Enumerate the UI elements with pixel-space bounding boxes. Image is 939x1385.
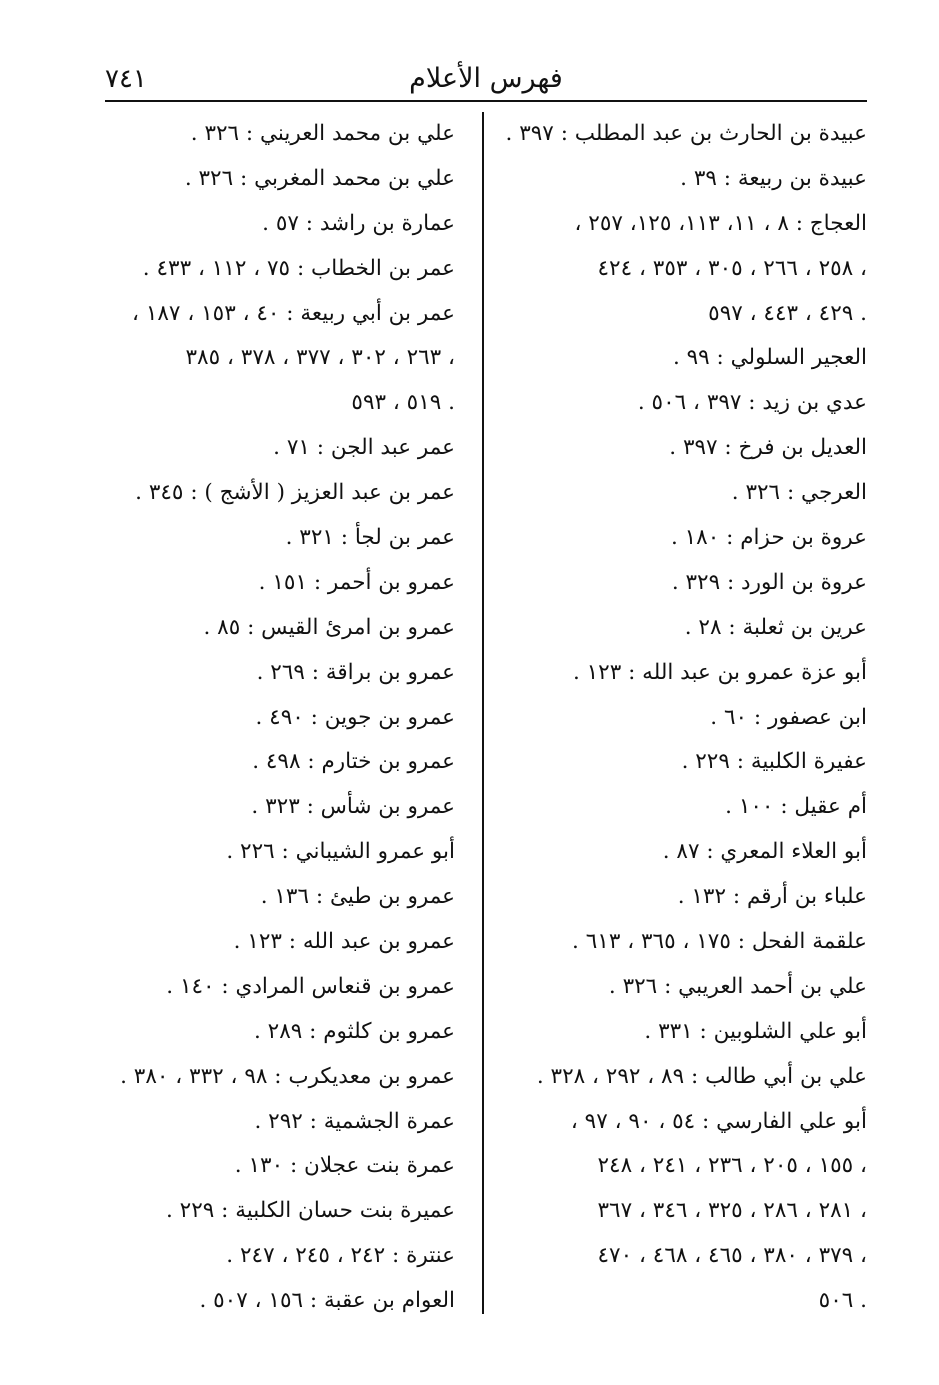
index-entry: العديل بن فرخ : ٣٩٧ . <box>669 435 867 461</box>
index-entry: عدي بن زيد : ٣٩٧ ، ٥٠٦ . <box>637 390 867 416</box>
index-entry: أبو علي الشلوبين : ٣٣١ . <box>644 1018 867 1044</box>
page-header <box>105 58 867 100</box>
index-entry: العجير السلولي : ٩٩ . <box>672 345 867 371</box>
page-title: فهرس الأعلام <box>409 63 563 94</box>
index-entry: أبو عزة عمرو بن عبد الله : ١٢٣ . <box>572 659 867 685</box>
index-entry: ١٥٥ ، ٢٠٥ ، ٢٣٦ ، ٢٤١ ، ٢٤٨ ، <box>597 1153 867 1179</box>
index-entry: ٢٦٣ ، ٣٠٢ ، ٣٧٧ ، ٣٧٨ ، ٣٨٥ ، <box>185 345 455 371</box>
index-entry: عمرة بنت عجلان : ١٣٠ . <box>234 1153 455 1179</box>
index-entry: أبو العلاء المعري : ٨٧ . <box>662 839 867 865</box>
header-rule <box>105 100 867 102</box>
index-entry: العوام بن عقبة : ١٥٦ ، ٥٠٧ . <box>199 1288 455 1314</box>
index-entry: عمرة الجشمية : ٢٩٢ . <box>254 1108 455 1134</box>
index-entry: ٢٨١ ، ٢٨٦ ، ٣٢٥ ، ٣٤٦ ، ٣٦٧ ، <box>597 1198 867 1224</box>
index-entry: عمر عبد الجن : ٧١ . <box>273 435 455 461</box>
index-entry: أبو عمرو الشيباني : ٢٢٦ . <box>226 839 455 865</box>
index-entry: عفيرة الكلبية : ٢٢٩ . <box>681 749 867 775</box>
page-number: ٧٤١ <box>105 64 147 94</box>
index-entry: عمرو بن جوين : ٤٩٠ . <box>255 704 455 730</box>
index-entry: أبو علي الفارسي : ٥٤ ، ٩٠ ، ٩٧ ، <box>570 1108 867 1134</box>
index-entry: عمر بن لجأ : ٣٢١ . <box>285 525 455 551</box>
index-entry: عمر بن الخطاب : ٧٥ ، ١١٢ ، ٤٣٣ . <box>142 255 455 281</box>
index-entry: عمرو بن عبد الله : ١٢٣ . <box>233 929 455 955</box>
index-entry: ٢٥٨ ، ٢٦٦ ، ٣٠٥ ، ٣٥٣ ، ٤٢٤ ، <box>597 255 867 281</box>
index-entry: عمرو بن امرئ القيس : ٨٥ . <box>203 614 455 640</box>
index-entry: عمرو بن براقة : ٢٦٩ . <box>256 659 455 685</box>
index-entry: عمرو بن كلثوم : ٢٨٩ . <box>253 1018 455 1044</box>
index-entry: علي بن أحمد العريبي : ٣٢٦ . <box>608 973 867 999</box>
index-entry: عمرو بن أحمر : ١٥١ . <box>258 569 455 595</box>
index-entry: أم عقيل : ١٠٠ . <box>725 794 867 820</box>
index-entry: عمر بن أبي ربيعة : ٤٠ ، ١٥٣ ، ١٨٧ ، <box>132 300 455 326</box>
index-entry: عنترة : ٢٤٢ ، ٢٤٥ ، ٢٤٧ . <box>226 1243 455 1269</box>
index-entry: عمرو بن قنعاس المرادي : ١٤٠ . <box>166 973 455 999</box>
index-entry: ٥١٩ ، ٥٩٣ . <box>351 390 455 416</box>
index-entry: ٣٧٩ ، ٣٨٠ ، ٤٦٥ ، ٤٦٨ ، ٤٧٠ ، <box>597 1243 867 1269</box>
column-divider <box>482 112 484 1314</box>
index-entry: ابن عصفور : ٦٠ . <box>710 704 867 730</box>
index-column-left <box>105 112 455 1324</box>
index-entry: عميرة بنت حسان الكلبية : ٢٢٩ . <box>165 1198 455 1224</box>
index-entry: علي بن محمد المغربي : ٣٢٦ . <box>184 165 455 191</box>
index-entry: ٥٠٦ . <box>818 1288 867 1314</box>
index-entry: علباء بن أرقم : ١٣٢ . <box>677 884 867 910</box>
index-entry: علقمة الفحل : ١٧٥ ، ٣٦٥ ، ٦١٣ . <box>572 929 867 955</box>
index-entry: عروة بن الورد : ٣٢٩ . <box>671 569 867 595</box>
index-entry: العرجي : ٣٢٦ . <box>731 480 867 506</box>
index-entry: عرين بن ثعلبة : ٢٨ . <box>684 614 867 640</box>
index-entry: ٤٢٩ ، ٤٤٣ ، ٥٩٧ . <box>708 300 867 326</box>
index-entry: عمرو بن ختارم : ٤٩٨ . <box>252 749 455 775</box>
index-entry: علي بن أبي طالب : ٨٩ ، ٢٩٢ ، ٣٢٨ . <box>536 1063 867 1089</box>
index-entry: عمر بن عبد العزيز ( الأشج ) : ٣٤٥ . <box>135 480 455 506</box>
index-entry: عمارة بن راشد : ٥٧ . <box>262 210 455 236</box>
index-entry: عمرو بن شأس : ٣٢٣ . <box>251 794 455 820</box>
index-entry: عبيدة بن الحارث بن عبد المطلب : ٣٩٧ . <box>505 121 867 146</box>
index-entry: العجاج : ٨ ، ١١، ١١٣، ١٢٥، ٢٥٧ ، <box>574 210 867 236</box>
index-entry: عمرو بن معديكرب : ٩٨ ، ٣٣٢ ، ٣٨٠ . <box>120 1063 455 1089</box>
index-entry: علي بن محمد العريني : ٣٢٦ . <box>190 121 455 146</box>
index-entry: عبيدة بن ربيعة : ٣٩ . <box>680 165 867 191</box>
index-column-right <box>495 112 867 1324</box>
index-entry: عروة بن حزام : ١٨٠ . <box>670 525 867 551</box>
index-entry: عمرو بن طيئ : ١٣٦ . <box>260 884 455 910</box>
